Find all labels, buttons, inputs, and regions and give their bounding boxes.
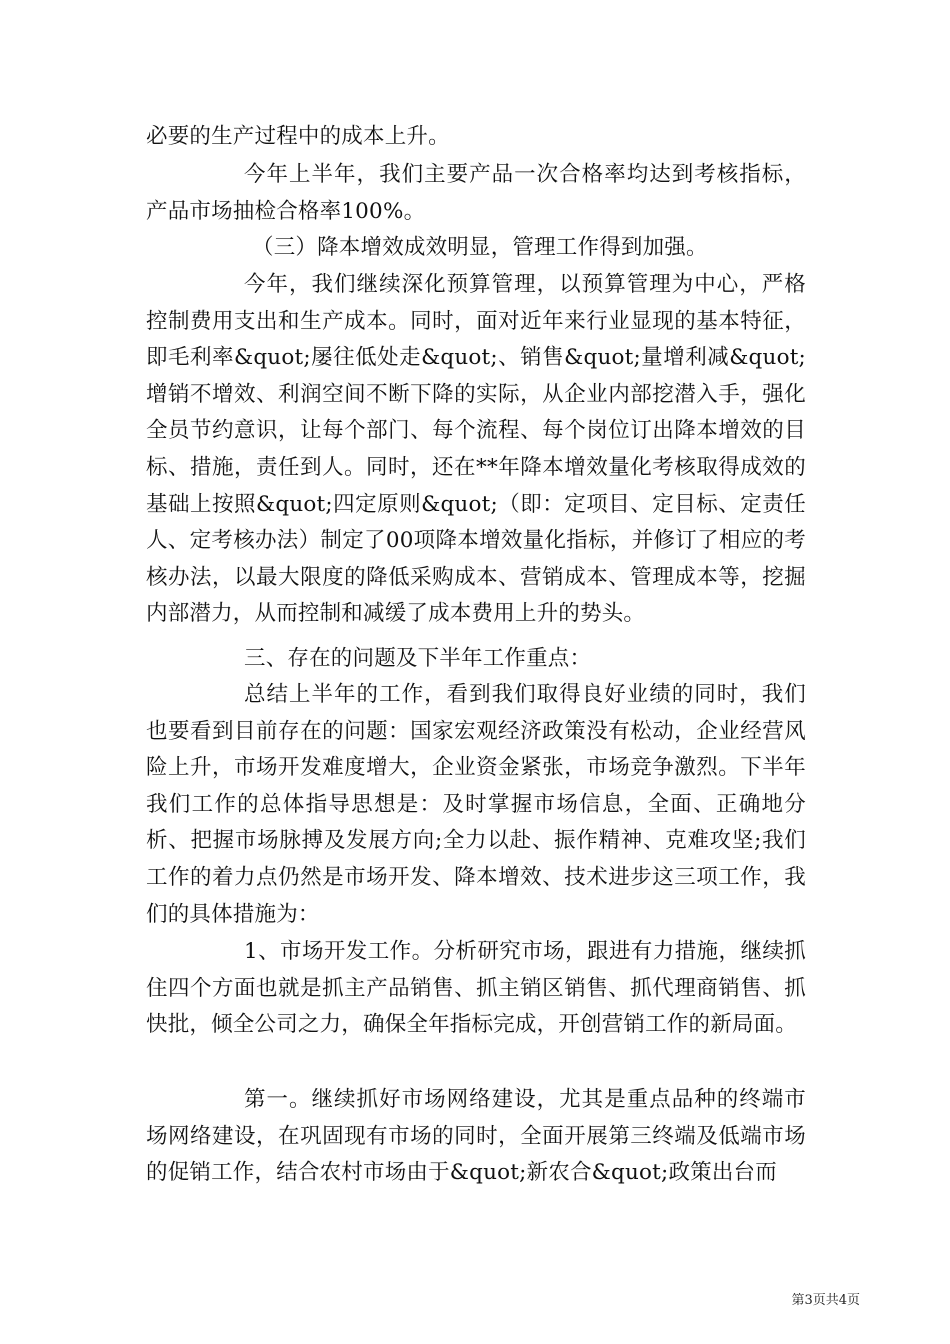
paragraph-1: 必要的生产过程中的成本上升。 — [146, 124, 450, 149]
paragraph-7: 1、市场开发工作。分析研究市场，跟进有力措施，继续抓住四个方面也就是抓主产品销售、抓主销区销售、抓代理商销售、抓快批，倾全公司之力，确保全年指标完成，开创营销工作的新局面。 — [146, 939, 806, 1038]
paragraph-3-heading: （三）降本增效成效明显，管理工作得到加强。 — [252, 235, 708, 260]
page-number-footer: 第3页共4页 — [791, 1293, 860, 1308]
paragraph-4: 今年，我们继续深化预算管理，以预算管理为中心，严格控制费用支出和生产成本。同时，面对近年来行业显现的基本特征，即毛利率&quot;屡往低处走&quot;、销售&quot;量增利减&quot;增销不增效、利润空间不断下降的实际，从企业内部挖潜入手，强化全员节约意识，让每个部门、每个流程、每个岗位订出降本增效的目标、措施，责任到人。同时，还在**年降本增效量化考核取得成效的基础上按照&quot;四定原则&quot;（即：定项目、定目标、定责任人、定考核办法）制定了00项降本增效量化指标，并修订了相应的考核办法，以最大限度的降低采购成本、营销成本、管理成本等，挖掘内部潜力，从而控制和减缓了成本费用上升的势头。 — [146, 272, 806, 627]
paragraph-8: 第一。继续抓好市场网络建设，尤其是重点品种的终端市场网络建设，在巩固现有市场的同时，全面开展第三终端及低端市场的促销工作，结合农村市场由于&quot;新农合&quot;政策出台而 — [146, 1087, 806, 1186]
paragraph-5-heading: 三、存在的问题及下半年工作重点： — [244, 646, 592, 671]
paragraph-2: 今年上半年，我们主要产品一次合格率均达到考核指标，产品市场抽检合格率100%。 — [146, 162, 806, 224]
paragraph-6: 总结上半年的工作，看到我们取得良好业绩的同时，我们也要看到目前存在的问题：国家宏观经济政策没有松动，企业经营风险上升，市场开发难度增大，企业资金紧张，市场竞争激烈。下半年我们工作的总体指导思想是：及时掌握市场信息，全面、正确地分析、把握市场脉搏及发展方向;全力以赴、振作精神、克难攻坚;我们工作的着力点仍然是市场开发、降本增效、技术进步这三项工作，我们的具体措施为： — [146, 682, 806, 927]
